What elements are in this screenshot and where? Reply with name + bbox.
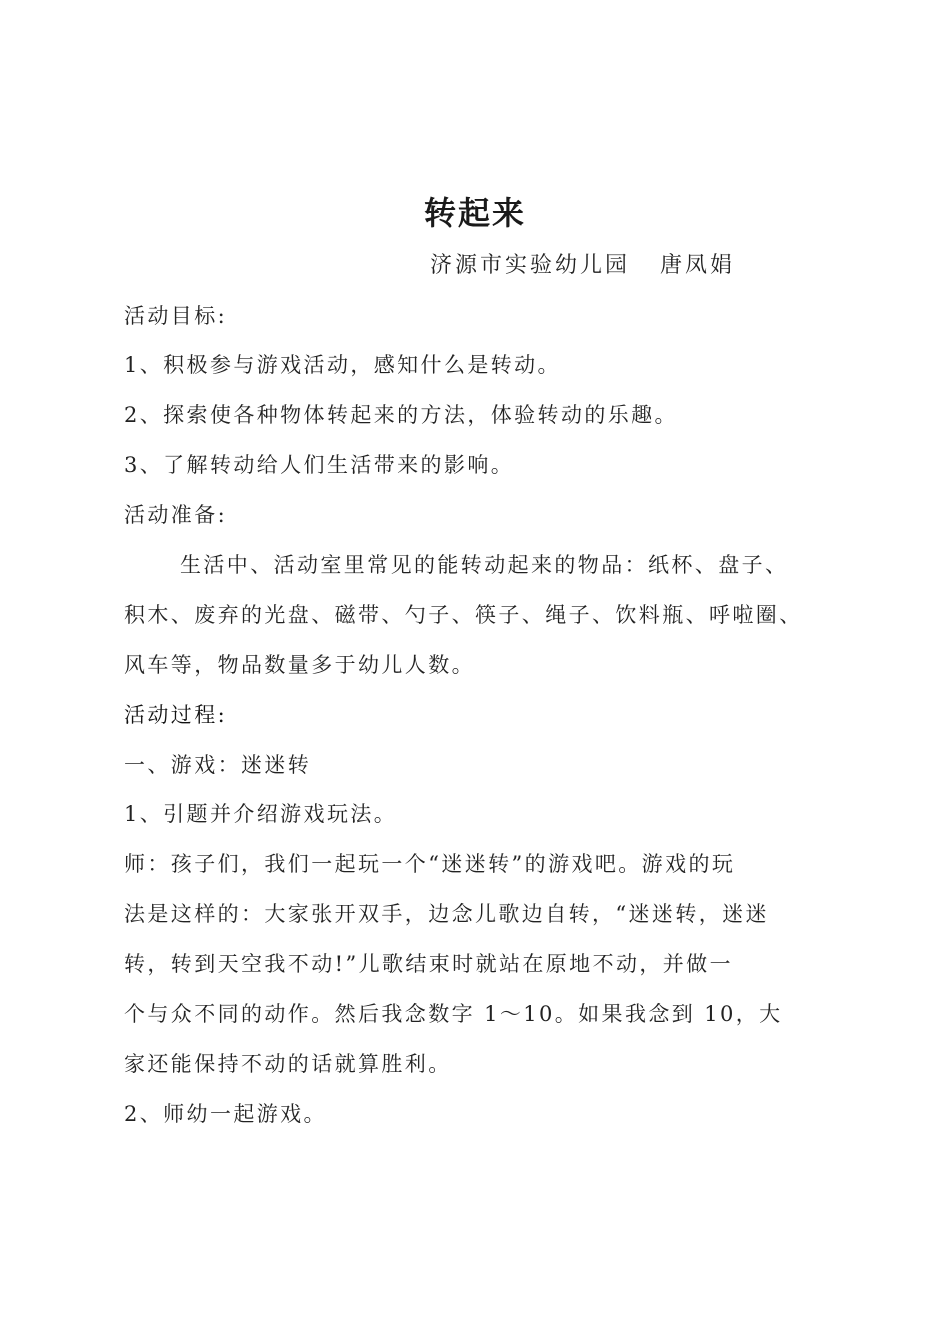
prep-line-2: 积木、废弃的光盘、磁带、勺子、筷子、绳子、饮料瓶、呼啦圈、 [124,603,803,627]
prep-line-1: 生活中、活动室里常见的能转动起来的物品：纸杯、盘子、 [180,553,789,577]
document-title: 转起来 [423,194,526,232]
process-line-3: 师：孩子们，我们一起玩一个“迷迷转”的游戏吧。游戏的玩 [124,852,736,876]
goals-heading: 活动目标: [124,304,228,328]
goal-item-2: 2、探索使各种物体转起来的方法，体验转动的乐趣。 [124,403,678,427]
prep-heading: 活动准备: [124,503,228,527]
process-line-5: 转，转到天空我不动!”儿歌结束时就站在原地不动，并做一 [124,952,733,976]
process-line-1: 一、游戏：迷迷转 [124,753,312,777]
prep-line-3: 风车等，物品数量多于幼儿人数。 [124,653,475,677]
goal-item-3: 3、了解转动给人们生活带来的影响。 [124,453,515,477]
process-line-7: 家还能保持不动的话就算胜利。 [124,1052,452,1076]
process-line-6: 个与众不同的动作。然后我念数字 1～10。如果我念到 10，大 [124,1002,783,1026]
process-heading: 活动过程: [124,703,228,727]
process-line-8: 2、师幼一起游戏。 [124,1102,327,1126]
process-line-2: 1、引题并介绍游戏玩法。 [124,802,398,826]
goal-item-1: 1、积极参与游戏活动，感知什么是转动。 [124,353,561,377]
author-name: 唐凤娟 [660,253,736,278]
school-name: 济源市实验幼儿园 [430,253,631,278]
process-line-4: 法是这样的：大家张开双手，边念儿歌边自转，“迷迷转，迷迷 [124,902,769,926]
byline [430,248,735,279]
